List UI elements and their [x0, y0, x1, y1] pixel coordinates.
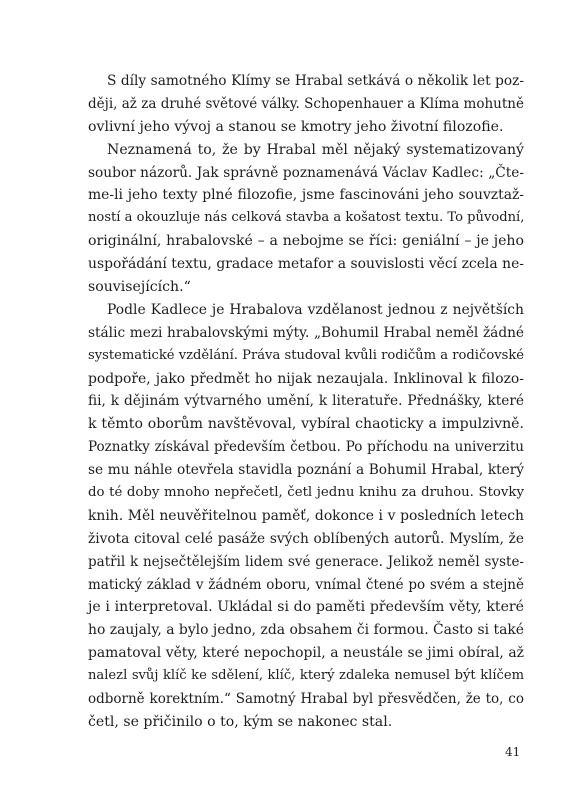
text-line: k těmto oborům navštěvoval, vybíral chaoticky a impulzivně. — [88, 416, 524, 433]
text-line: Poznatky získával především četbou. Po příchodu na univerzitu — [88, 439, 524, 456]
text-line: S díly samotného Klímy se Hrabal setkává o několik let poz- — [107, 73, 524, 89]
text-line: podpoře, jako předmět ho nijak nezaujala. Inklinoval k filozo- — [88, 370, 524, 387]
text-line: ností a okouzluje nás celková stavba a košatost textu. To původní, — [88, 210, 525, 226]
text-line: odborně korektním.“ Samotný Hrabal byl přesvědčen, že to, co — [88, 691, 524, 708]
page-number: 41 — [505, 745, 521, 759]
text-line: me-li jeho texty plné filozofie, jsme fascinováni jeho souvztaž- — [88, 187, 524, 204]
text-line: souvisejících.“ — [88, 279, 191, 296]
text-line: patřil k nejsečtělejším lidem své generace. Jelikož neměl syste- — [88, 553, 524, 570]
text-line: soubor názorů. Jak správně poznamenává Václav Kadlec: „Čte- — [88, 164, 524, 181]
text-line: ho zaujaly, a bylo jedno, zda obsahem či formou. Často si také — [88, 622, 524, 639]
text-line: ovlivní jeho vývoj a stanou se kmotry jeho životní filozofie. — [88, 118, 504, 135]
paragraph — [88, 70, 524, 139]
text-line: systematické vzdělání. Práva studoval kvůli rodičům a rodičovské — [88, 347, 524, 363]
text-line: stálic mezi hrabalovskými mýty. „Bohumil Hrabal neměl žádné — [88, 324, 524, 341]
text-line: matický základ v žádném oboru, vnímal čtené po svém a stejně — [88, 576, 524, 593]
text-line: do té doby mnoho nepřečetl, četl jednu knihu za druhou. Stovky — [88, 485, 524, 501]
text-line: pamatoval věty, které nepochopil, a neustále se jimi obíral, až — [88, 645, 524, 662]
paragraph — [88, 139, 524, 299]
body-text — [88, 70, 524, 734]
text-line: uspořádání textu, gradace metafor a souvislosti věcí zcela ne- — [88, 256, 524, 273]
text-line: knih. Měl neuvěřitelnou paměť, dokonce i v posledních letech — [88, 507, 524, 524]
text-line: četl, se přičinilo o to, kým se nakonec stal. — [88, 713, 393, 730]
text-line: Neznamená to, že by Hrabal měl nějaký systematizovaný — [107, 141, 524, 158]
text-line: života citoval celé pasáže svých oblíbených autorů. Myslím, že — [88, 530, 524, 547]
text-line: se mu náhle otevřela stavidla poznání a Bohumil Hrabal, který — [88, 462, 524, 479]
paragraph — [88, 299, 524, 734]
text-line: je i interpretoval. Ukládal si do paměti především věty, které — [88, 599, 524, 616]
text-line: Podle Kadlece je Hrabalova vzdělanost jednou z největších — [107, 301, 524, 318]
text-line: nalezl svůj klíč ke sdělení, klíč, který zdaleka nemusel být klíčem — [88, 668, 524, 684]
text-line: originální, hrabalovské – a nebojme se říci: geniální – je jeho — [88, 233, 524, 250]
text-line: ději, až za druhé světové války. Schopenhauer a Klíma mohutně — [88, 95, 524, 112]
text-line: fii, k dějinám výtvarného umění, k literatuře. Přednášky, které — [88, 393, 524, 410]
